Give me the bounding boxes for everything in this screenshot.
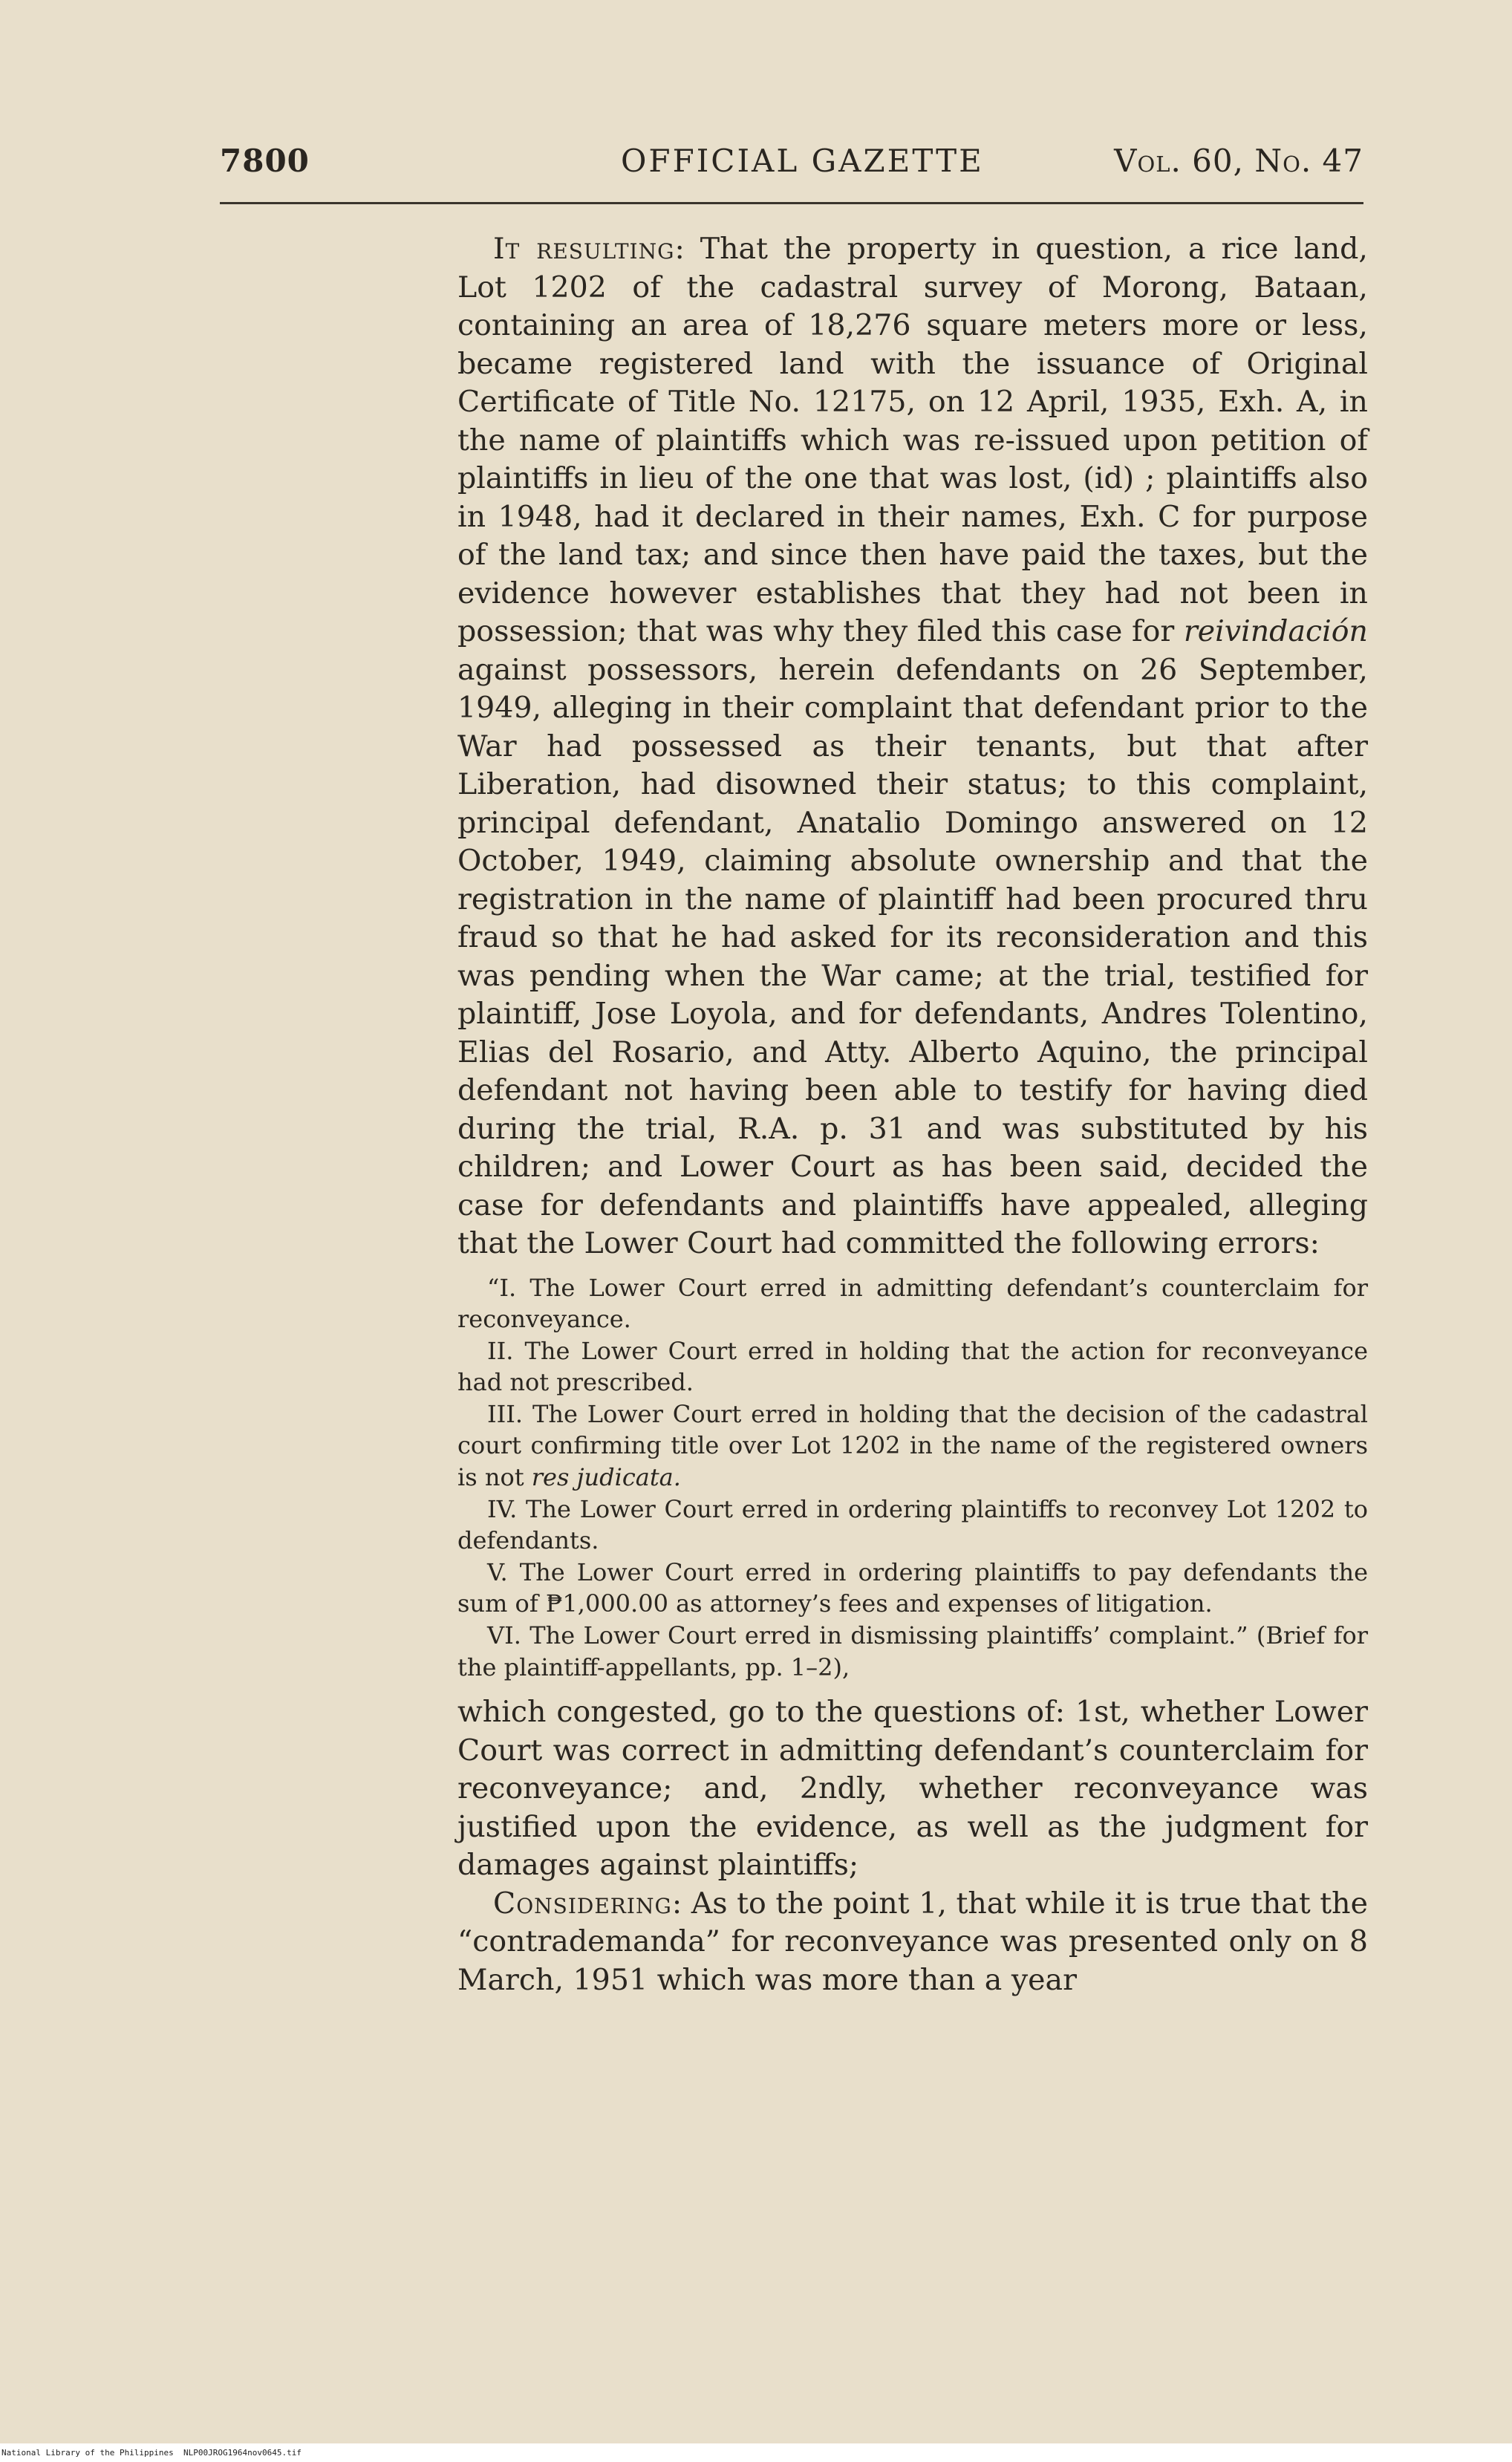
error-6: VI. The Lower Court erred in dismissing plaintiffs’ complaint.” (Brief for the plaintiff-appellants, pp. 1–2),	[457, 1621, 1368, 1681]
error-2: II. The Lower Court erred in holding that the action for reconveyance had not prescribed.	[457, 1336, 1368, 1397]
footer-library: National Library of the Philippines	[1, 2448, 174, 2458]
error-4: IV. The Lower Court erred in ordering plaintiffs to reconvey Lot 1202 to defendants.	[457, 1494, 1368, 1555]
header-rule	[220, 202, 1363, 204]
body-text	[457, 230, 1368, 1999]
page-header	[220, 143, 1363, 187]
paragraph-it-resulting	[457, 230, 1368, 1263]
errors-quote	[457, 1272, 1368, 1684]
error-3	[457, 1398, 1368, 1494]
para3-text: : As to the point 1, that while it is true that the “contrademanda” for reconveyance was presented only on 8 March, 1951 which was more than a year	[457, 1886, 1368, 1997]
para1-italic: reivindación	[1183, 614, 1368, 648]
para1-text: : That the property in question, a rice land, Lot 1202 of the cadastral survey of Morong, Bataan, containing an area of 18,276 square meters more or less, became registered land with the issuance of Original Certificate of Title No. 12175, on 12 April, 1935, Exh. A, in the name of plaintiffs which was re-issued upon petition of plaintiffs in lieu of the one that was lost, (id) ; plaintiffs also in 1948, had it declared in their names, Exh. C for purpose of the land tax; and since then have paid the taxes, but the evidence however establishes that they had not been in possession; that was why they filed this case for	[457, 232, 1368, 648]
scan-footer	[1, 2448, 302, 2458]
volume-issue: Vol. 60, No. 47	[1114, 143, 1363, 179]
lead-it-resulting: It resulting	[493, 232, 675, 266]
page-number: 7800	[220, 143, 310, 179]
publication-title: OFFICIAL GAZETTE	[621, 143, 984, 179]
error-1: “I. The Lower Court erred in admitting defendant’s counterclaim for reconveyance.	[457, 1273, 1368, 1334]
error-3-text: III. The Lower Court erred in holding that the decision of the cadastral court confirming title over Lot 1202 in the name of the registered owners is not	[457, 1399, 1368, 1492]
paragraph-questions: which congested, go to the questions of: 1st, whether Lower Court was correct in admitting defendant’s counterclaim for reconveyance; and, 2ndly, whether reconveyance was justified upon the evidence, as well as the judgment for damages against plaintiffs;	[457, 1695, 1368, 1883]
paragraph-considering	[457, 1885, 1368, 2000]
para1-text-2: against possessors, herein defendants on 26 September, 1949, alleging in their complaint that defendant prior to the War had possessed as their tenants, but that after Liberation, had disowned their status; to this complaint, principal defendant, Anatalio Domingo answered on 12 October, 1949, claiming absolute ownership and that the registration in the name of plaintiff had been procured thru fraud so that he had asked for its reconsideration and this was pending when the War came; at the trial, testified for plaintiff, Jose Loyola, and for defendants, Andres Tolentino, Elias del Rosario, and Atty. Alberto Aquino, the principal defendant not having been able to testify for having died during the trial, R.A. p. 31 and was substituted by his children; and Lower Court as has been said, decided the case for defendants and plaintiffs have appealed, alleging that the Lower Court had committed the following errors:	[457, 652, 1368, 1260]
error-3-italic: res judicata.	[531, 1463, 681, 1492]
footer-file: NLP00JROG1964nov0645.tif	[183, 2448, 302, 2458]
lead-considering: Considering	[493, 1886, 672, 1921]
error-5: V. The Lower Court erred in ordering plaintiffs to pay defendants the sum of ₱1,000.00 as attorney’s fees and expenses of litigation.	[457, 1557, 1368, 1618]
